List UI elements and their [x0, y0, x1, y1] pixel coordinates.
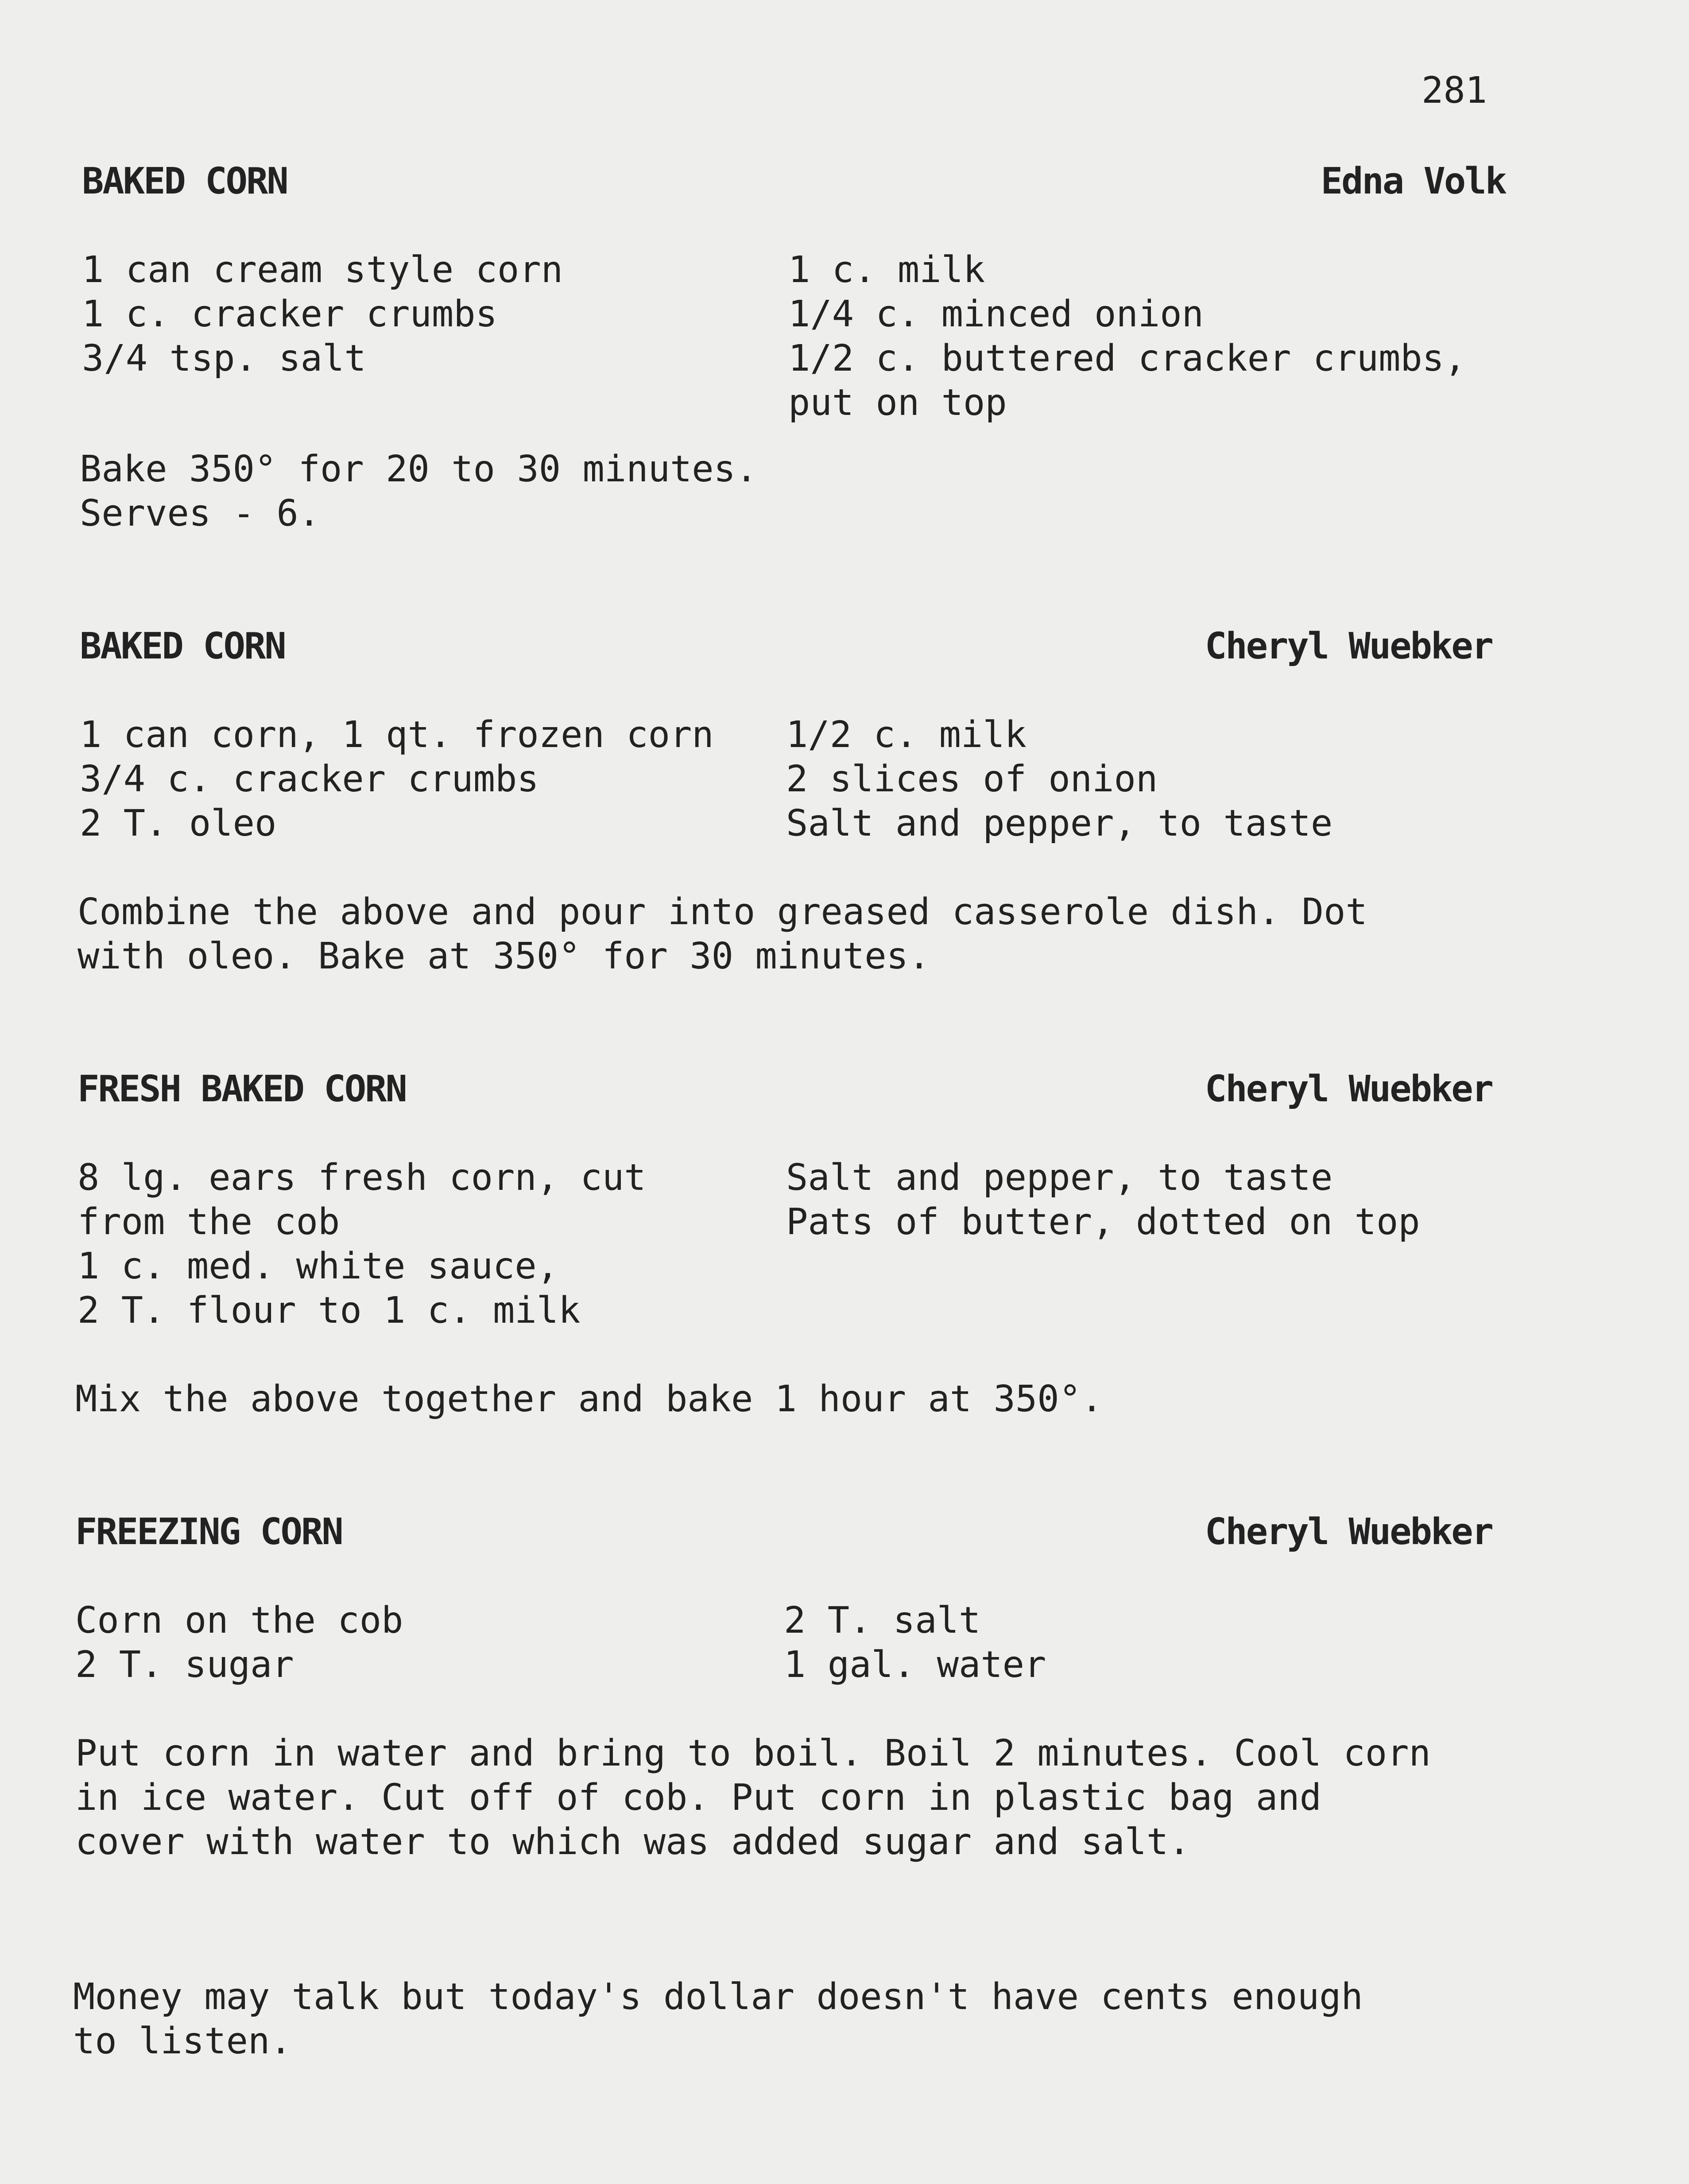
ingredient: 2 T. sugar: [75, 1644, 294, 1686]
directions-line: Serves - 6.: [80, 492, 321, 534]
ingredient: 2 T. oleo: [80, 802, 277, 844]
directions-line: in ice water. Cut off of cob. Put corn in plastic bag and: [75, 1777, 1321, 1819]
directions-line: cover with water to which was added sugar and salt.: [75, 1821, 1190, 1863]
ingredient: 1/2 c. buttered cracker crumbs,: [788, 337, 1466, 379]
directions-line: with oleo. Bake at 350° for 30 minutes.: [77, 935, 930, 977]
ingredient: 2 T. salt: [784, 1599, 981, 1642]
ingredient: 8 lg. ears fresh corn, cut: [77, 1157, 646, 1199]
page-number: 281: [1422, 70, 1488, 112]
ingredient: 1/2 c. milk: [786, 714, 1027, 756]
ingredient: 3/4 c. cracker crumbs: [80, 758, 539, 800]
ingredient: 1 c. milk: [788, 249, 985, 291]
ingredient: 1 c. cracker crumbs: [82, 293, 497, 335]
footer-quote-line: to listen.: [73, 2020, 292, 2062]
ingredient: 1 can corn, 1 qt. frozen corn: [80, 714, 714, 756]
ingredient: Salt and pepper, to taste: [786, 802, 1333, 844]
ingredient: 1 c. med. white sauce,: [77, 1245, 559, 1287]
recipe-title: BAKED CORN: [82, 160, 287, 202]
recipe-title: FRESH BAKED CORN: [77, 1068, 406, 1110]
recipe-title: BAKED CORN: [80, 625, 285, 667]
ingredient: Salt and pepper, to taste: [786, 1157, 1333, 1199]
recipe-author: Cheryl Wuebker: [1205, 625, 1492, 667]
recipe-author: Cheryl Wuebker: [1205, 1511, 1492, 1553]
ingredient: 1 gal. water: [784, 1644, 1046, 1686]
ingredient: 2 slices of onion: [786, 758, 1158, 800]
directions-line: Mix the above together and bake 1 hour at 350°.: [75, 1378, 1103, 1420]
directions-line: Combine the above and pour into greased casserole dish. Dot: [77, 891, 1367, 933]
ingredient: 1/4 c. minced onion: [788, 293, 1204, 335]
footer-quote-line: Money may talk but today's dollar doesn't have cents enough: [73, 1976, 1363, 2018]
recipe-author: Edna Volk: [1321, 160, 1506, 202]
ingredient: Corn on the cob: [75, 1599, 403, 1642]
ingredient: 1 can cream style corn: [82, 249, 563, 291]
recipe-author: Cheryl Wuebker: [1205, 1068, 1492, 1110]
directions-line: Put corn in water and bring to boil. Boil 2 minutes. Cool corn: [75, 1732, 1431, 1774]
ingredient: 2 T. flour to 1 c. milk: [77, 1289, 581, 1332]
ingredient: from the cob: [77, 1201, 340, 1243]
ingredient: put on top: [788, 382, 1007, 424]
directions-line: Bake 350° for 20 to 30 minutes.: [80, 448, 758, 490]
ingredient: Pats of butter, dotted on top: [786, 1201, 1420, 1243]
ingredient: 3/4 tsp. salt: [82, 337, 366, 379]
recipe-title: FREEZING CORN: [75, 1511, 342, 1553]
